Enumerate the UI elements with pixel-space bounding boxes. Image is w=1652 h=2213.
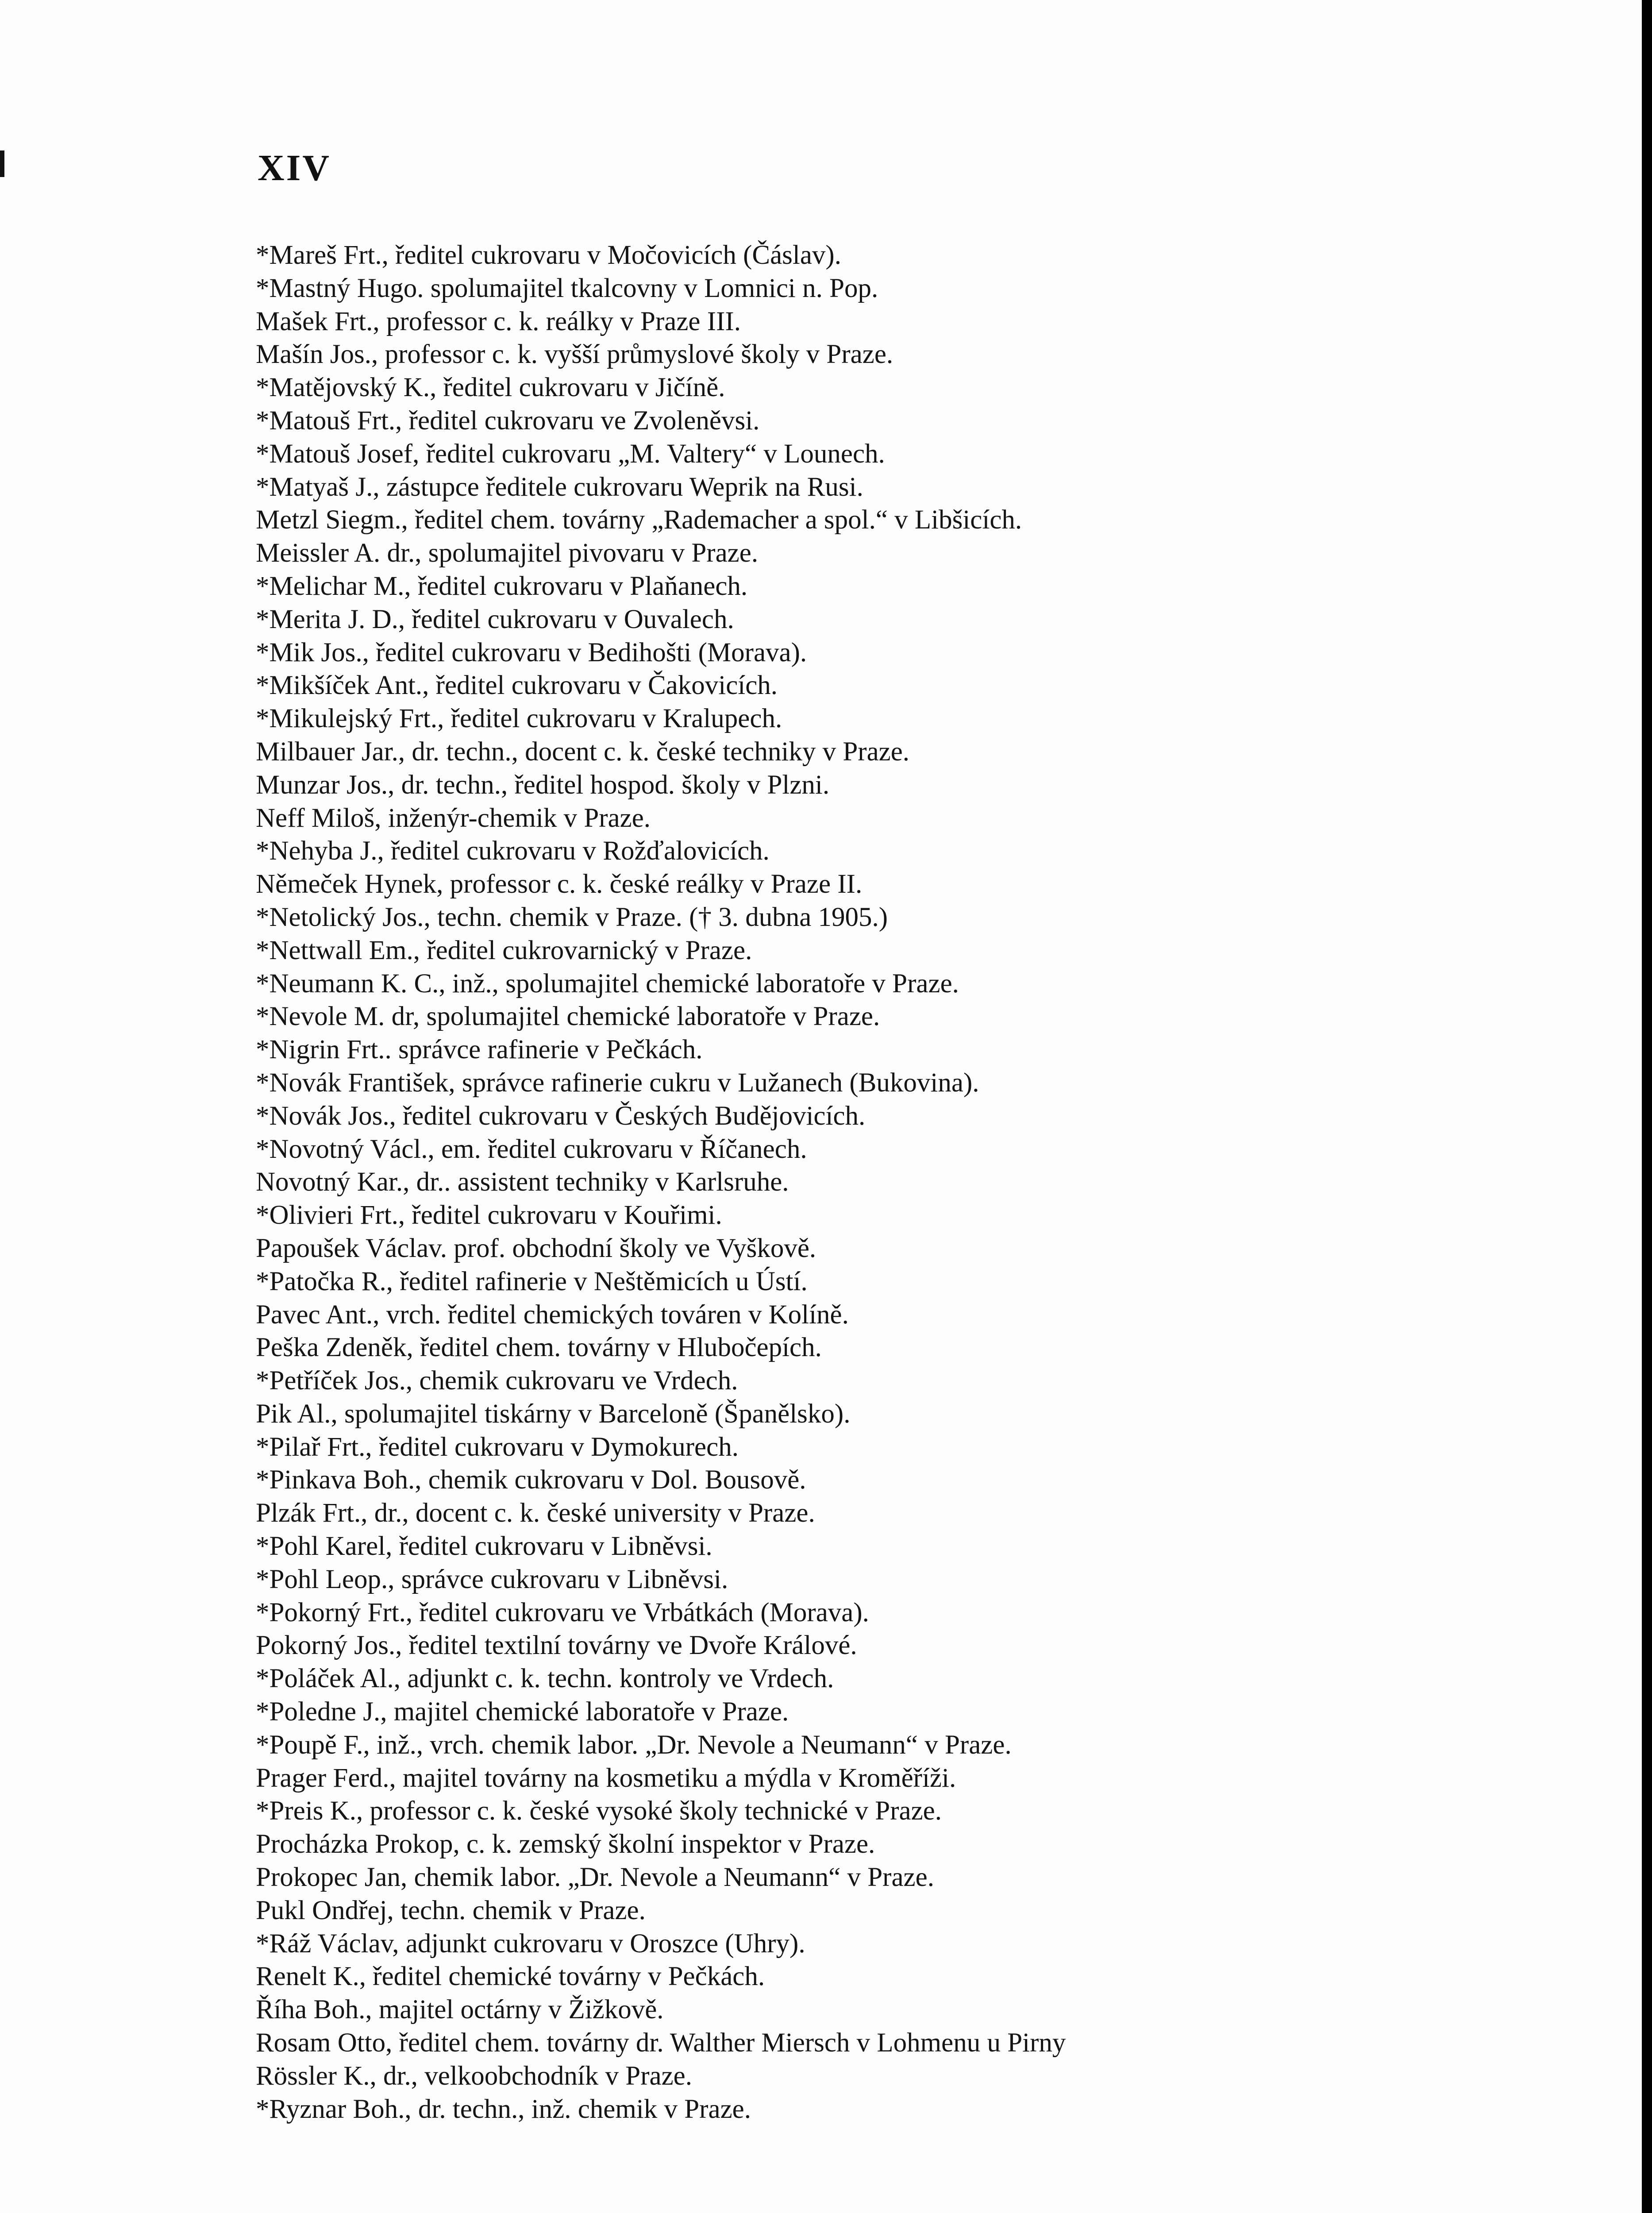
member-entry: *Novák Jos., ředitel cukrovaru v Českých Budějovicích. [256, 1101, 866, 1131]
member-list [256, 239, 1623, 2126]
member-entry: *Poledne J., majitel chemické laboratoře v Praze. [256, 1697, 789, 1727]
member-entry: Rössler K., dr., velkoobchodník v Praze. [256, 2061, 693, 2091]
member-entry: Renelt K., ředitel chemické továrny v Pečkách. [256, 1962, 765, 1992]
member-entry: *Petříček Jos., chemik cukrovaru ve Vrdech. [256, 1366, 738, 1396]
member-entry: Munzar Jos., dr. techn., ředitel hospod. školy v Plzni. [256, 770, 830, 800]
member-entry: *Novotný Václ., em. ředitel cukrovaru v Říčanech. [256, 1134, 807, 1164]
member-entry: Plzák Frt., dr., docent c. k. české university v Praze. [256, 1498, 815, 1528]
member-entry: *Ráž Václav, adjunkt cukrovaru v Oroszce (Uhry). [256, 1928, 805, 1959]
member-entry: *Mikulejský Frt., ředitel cukrovaru v Kralupech. [256, 704, 782, 734]
member-entry: *Neumann K. C., inž., spolumajitel chemické laboratoře v Praze. [256, 968, 959, 999]
member-entry: Pukl Ondřej, techn. chemik v Praze. [256, 1895, 646, 1925]
member-entry: Meissler A. dr., spolumajitel pivovaru v Praze. [256, 538, 759, 568]
member-entry: *Nigrin Frt.. správce rafinerie v Pečkách. [256, 1035, 703, 1065]
member-entry: *Nevole M. dr, spolumajitel chemické laboratoře v Praze. [256, 1002, 880, 1032]
member-entry: *Mikšíček Ant., ředitel cukrovaru v Čakovicích. [256, 671, 778, 701]
member-entry: Prager Ferd., majitel továrny na kosmetiku a mýdla v Kroměříži. [256, 1763, 956, 1793]
member-entry: *Melichar M., ředitel cukrovaru v Plaňanech. [256, 571, 748, 601]
member-entry: *Matějovský K., ředitel cukrovaru v Jičíně. [256, 373, 725, 403]
member-entry: *Pilař Frt., ředitel cukrovaru v Dymokurech. [256, 1432, 739, 1462]
member-entry: *Pinkava Boh., chemik cukrovaru v Dol. Bousově. [256, 1465, 806, 1495]
member-entry: Papoušek Václav. prof. obchodní školy ve Vyškově. [256, 1233, 816, 1263]
member-entry: Neff Miloš, inženýr-chemik v Praze. [256, 803, 651, 833]
member-entry: *Pohl Karel, ředitel cukrovaru v Libněvsi. [256, 1531, 712, 1561]
member-entry: *Patočka R., ředitel rafinerie v Neštěmicích u Ústí. [256, 1266, 808, 1296]
member-entry: *Mareš Frt., ředitel cukrovaru v Močovicích (Čáslav). [256, 240, 841, 270]
member-entry: *Ryznar Boh., dr. techn., inž. chemik v Praze. [256, 2094, 751, 2124]
member-entry: *Nettwall Em., ředitel cukrovarnický v Praze. [256, 935, 752, 965]
member-entry: Pik Al., spolumajitel tiskárny v Barceloně (Španělsko). [256, 1399, 851, 1429]
member-entry: Rosam Otto, ředitel chem. továrny dr. Walther Miersch v Lohmenu u Pirny [256, 2028, 1066, 2058]
scan-edge-mark [0, 150, 4, 177]
member-entry: *Pohl Leop., správce cukrovaru v Libněvsi. [256, 1564, 728, 1594]
member-entry: *Poupě F., inž., vrch. chemik labor. „Dr. Nevole a Neumann“ v Praze. [256, 1730, 1012, 1760]
member-entry: Novotný Kar., dr.. assistent techniky v Karlsruhe. [256, 1167, 789, 1197]
member-entry: *Poláček Al., adjunkt c. k. techn. kontroly ve Vrdech. [256, 1664, 834, 1694]
member-entry: Říha Boh., majitel octárny v Žižkově. [256, 1995, 664, 2025]
member-entry: *Nehyba J., ředitel cukrovaru v Rožďalovicích. [256, 836, 770, 866]
member-entry: *Pokorný Frt., ředitel cukrovaru ve Vrbátkách (Morava). [256, 1597, 869, 1627]
member-entry: *Preis K., professor c. k. české vysoké školy technické v Praze. [256, 1796, 942, 1826]
member-entry: Procházka Prokop, c. k. zemský školní inspektor v Praze. [256, 1829, 875, 1859]
scan-border-right [1642, 0, 1652, 2213]
member-entry: Pavec Ant., vrch. ředitel chemických továren v Kolíně. [256, 1299, 849, 1330]
member-entry: *Matouš Frt., ředitel cukrovaru ve Zvoleněvsi. [256, 405, 760, 436]
member-entry: *Merita J. D., ředitel cukrovaru v Ouvalech. [256, 604, 734, 634]
member-entry: Mašín Jos., professor c. k. vyšší průmyslové školy v Praze. [256, 339, 893, 370]
member-entry: *Netolický Jos., techn. chemik v Praze. († 3. dubna 1905.) [256, 902, 888, 932]
member-entry: Pokorný Jos., ředitel textilní továrny ve Dvoře Králové. [256, 1631, 857, 1661]
member-entry: Prokopec Jan, chemik labor. „Dr. Nevole a Neumann“ v Praze. [256, 1862, 934, 1893]
member-entry: *Mik Jos., ředitel cukrovaru v Bedihošti (Morava). [256, 637, 807, 667]
member-entry: Peška Zdeněk, ředitel chem. továrny v Hlubočepích. [256, 1333, 822, 1363]
member-entry: *Mastný Hugo. spolumajitel tkalcovny v Lomnici n. Pop. [256, 273, 878, 303]
member-entry: *Matouš Josef, ředitel cukrovaru „M. Valtery“ v Lounech. [256, 439, 885, 469]
page-number-header: XIV [258, 147, 331, 189]
member-entry: *Matyaš J., zástupce ředitele cukrovaru Weprik na Rusi. [256, 472, 863, 502]
member-entry: Milbauer Jar., dr. techn., docent c. k. české techniky v Praze. [256, 736, 910, 767]
member-entry: Mašek Frt., professor c. k. reálky v Praze III. [256, 306, 741, 336]
member-entry: *Novák František, správce rafinerie cukru v Lužanech (Bukovina). [256, 1068, 979, 1098]
member-entry: Němeček Hynek, professor c. k. české reálky v Praze II. [256, 869, 863, 899]
member-entry: Metzl Siegm., ředitel chem. továrny „Rademacher a spol.“ v Libšicích. [256, 505, 1022, 535]
member-entry: *Olivieri Frt., ředitel cukrovaru v Kouřimi. [256, 1200, 722, 1230]
